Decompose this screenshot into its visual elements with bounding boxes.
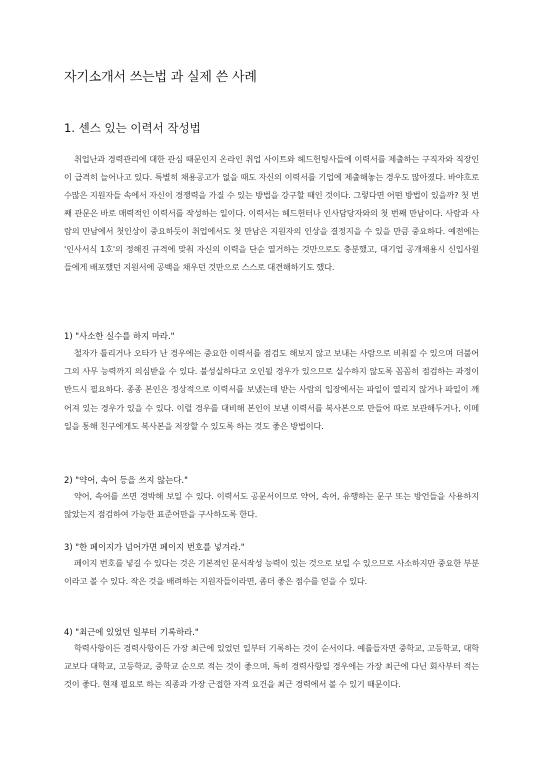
item-body-4: 학력사항이든 경력사항이든 가장 최근에 있었던 일부터 기록하는 것이 순서이다. 예를들자면 중학교, 고등학교, 대학교보다 대학교, 고등학교, 중학교 순으로 적는 것이 좋으며, 특히 경력사항일 경우에는 가장 최근에 다닌 회사부터 적는 것이 좋다. 현재 필요로 하는 직종과 가장 근접한 자격 요건을 최근 경력에서 볼 수 있기 때문이다. (64, 643, 479, 690)
intro-paragraph: 취업난과 경력관리에 대한 관심 때문인지 온라인 취업 사이트와 헤드헌팅사들에 이력서를 제출하는 구직자와 직장인이 급격히 늘어나고 있다. 특별히 채용공고가 없을 때도 자신의 이력서를 기업에 제출해놓는 경우도 많아졌다. 바야흐로 수많은 지원자들 속에서 자신이 경쟁력을 가질 수 있는 방법을 강구할 때인 것이다. 그렇다면 어떤 방법이 있을까? 첫 번째 관문은 바로 매력적인 이력서를 작성하는 일이다. 이력서는 헤드헌터나 인사담당자와의 첫 번째 만남이다. 사람과 사람의 만남에서 첫인상이 중요하듯이 취업에서도 첫 만남은 지원자의 인상을 결정지을 수 있을 만큼 중요하다. 예전에는 '인사서식 1호'의 정해진 규격에 맞춰 자신의 이력을 단순 열거하는 것만으로도 충분했고, 대기업 공개채용시 신입사원들에게 배포했던 지원서에 공백을 채우던 것만으로 스스로 대견해하기도 했다. (64, 154, 479, 272)
item-heading-3: 3) "한 페이지가 넘어가면 페이지 번호를 넣겨라." (64, 542, 245, 552)
section-heading: 1. 센스 있는 이력서 작성법 (64, 121, 201, 135)
item-heading-4: 4) "최근에 있었던 일부터 기록하라." (64, 627, 199, 637)
item-body-2: 약어, 속어를 쓰면 경박해 보일 수 있다. 이력서도 공문서이므로 약어, 속어, 유행하는 문구 또는 방언들을 사용하지 않았는지 점검하여 가능한 표준어만을 구사하도록 한다. (64, 491, 479, 520)
item-body-3: 페이지 번호를 넣길 수 있다는 것은 기본적인 문서작성 능력이 있는 것으로 보일 수 있으므로 사소하지만 중요한 부분이라고 볼 수 있다. 작은 것을 배려하는 지원자들이라면, 좀더 좋은 점수를 얻을 수 있다. (64, 558, 479, 587)
document-title: 자기소개서 쓰는법 과 실제 쓴 사례 (64, 70, 257, 85)
item-heading-2: 2) "약어, 속어 등을 쓰지 않는다." (64, 475, 188, 485)
item-heading-1: 1) "사소한 실수를 하지 마라." (64, 331, 175, 341)
item-body-1: 철자가 틀리거나 오타가 난 경우에는 중요한 이력서를 점검도 해보지 않고 보내는 사람으로 비춰질 수 있으며 더불어 그의 사무 능력까지 의심받을 수 있다. 불성실하다고 오인될 경우가 있으므로 실수하지 않도록 꼼꼼히 점검하는 과정이 반드시 필요하다. 종종 본인은 정상적으로 이력서를 보냈는데 받는 사람의 입장에서는 파일이 열리지 않거나 파일이 깨어져 있는 경우가 있을 수 있다. 이럴 경우를 대비해 본인이 보낸 이력서를 복사본으로 만들어 따로 보관해두거나, 이메일을 통해 친구에게도 복사본을 저장할 수 있도록 하는 것도 좋은 방법이다. (64, 348, 479, 431)
